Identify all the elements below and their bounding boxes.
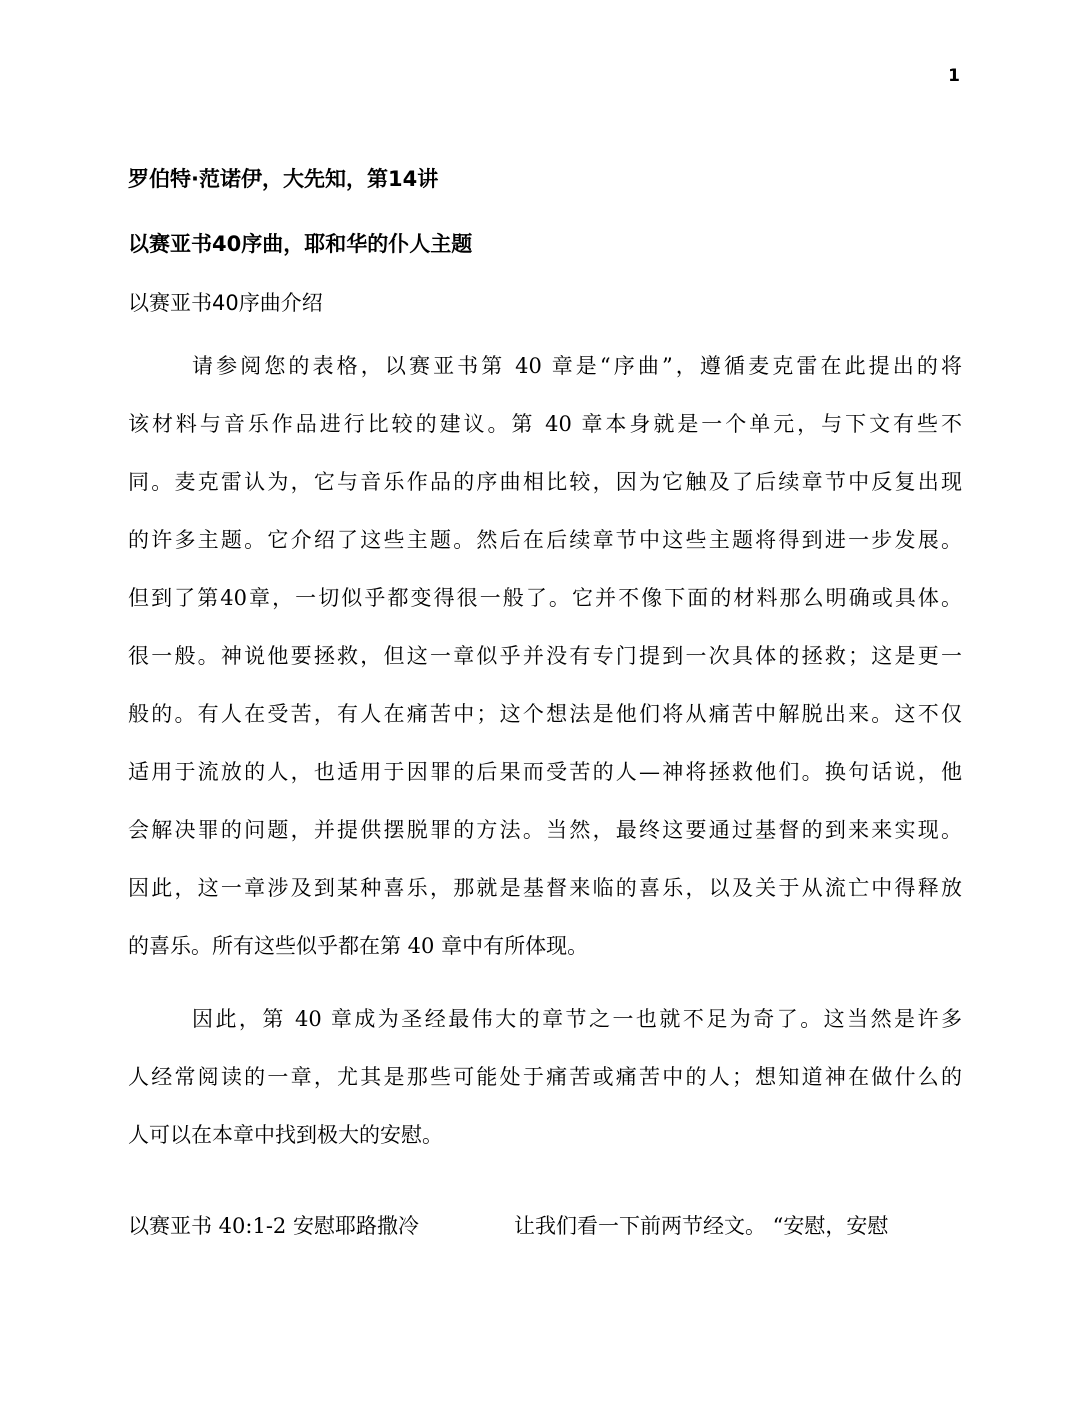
paragraph-line: 般的。有人在受苦，有人在痛苦中；这个想法是他们将从痛苦中解脱出来。这不仅 [128,702,962,726]
paragraph-line: 很一般。神说他要拯救，但这一章似乎并没有专门提到一次具体的拯救；这是更一 [128,644,962,668]
section-heading-row [128,1197,962,1255]
section-text: 让我们看一下前两节经文。 “安慰，安慰 [514,1214,889,1238]
paragraph-line: 因此，这一章涉及到某种喜乐，那就是基督来临的喜乐，以及关于从流亡中得释放 [128,876,962,900]
lecture-title: 罗伯特·范诺伊，大先知，第14讲 [128,167,439,191]
paragraph-comfort [128,990,962,1164]
section-heading: 以赛亚书 40:1-2 安慰耶路撒冷 [128,1214,419,1238]
paragraph-line: 该材料与音乐作品进行比较的建议。第 40 章本身就是一个单元，与下文有些不 [128,412,962,436]
paragraph-line: 的喜乐。所有这些似乎都在第 40 章中有所体现。 [128,934,589,958]
paragraph-line: 适用于流放的人，也适用于因罪的后果而受苦的人—神将拯救他们。换句话说，他 [128,760,962,784]
paragraph-line: 人可以在本章中找到极大的安慰。 [128,1123,443,1147]
paragraph-line: 的许多主题。它介绍了这些主题。然后在后续章节中这些主题将得到进一步发展。 [128,528,962,552]
paragraph-line: 请参阅您的表格，以赛亚书第 40 章是“序曲”，遵循麦克雷在此提出的将 [192,354,962,378]
paragraph-line: 同。麦克雷认为，它与音乐作品的序曲相比较，因为它触及了后续章节中反复出现 [128,470,962,494]
paragraph-line: 人经常阅读的一章，尤其是那些可能处于痛苦或痛苦中的人；想知道神在做什么的 [128,1065,962,1089]
section-subheading: 以赛亚书40序曲介绍 [128,291,323,315]
paragraph-line: 会解决罪的问题，并提供摆脱罪的方法。当然，最终这要通过基督的到来来实现。 [128,818,962,842]
paragraph-line: 因此，第 40 章成为圣经最伟大的章节之一也就不足为奇了。这当然是许多 [192,1007,962,1031]
paragraph-introduction [128,337,962,975]
page-number: 1 [948,66,960,86]
paragraph-line: 但到了第40章，一切似乎都变得很一般了。它并不像下面的材料那么明确或具体。 [128,586,962,610]
lecture-subtitle: 以赛亚书40序曲，耶和华的仆人主题 [128,232,473,256]
